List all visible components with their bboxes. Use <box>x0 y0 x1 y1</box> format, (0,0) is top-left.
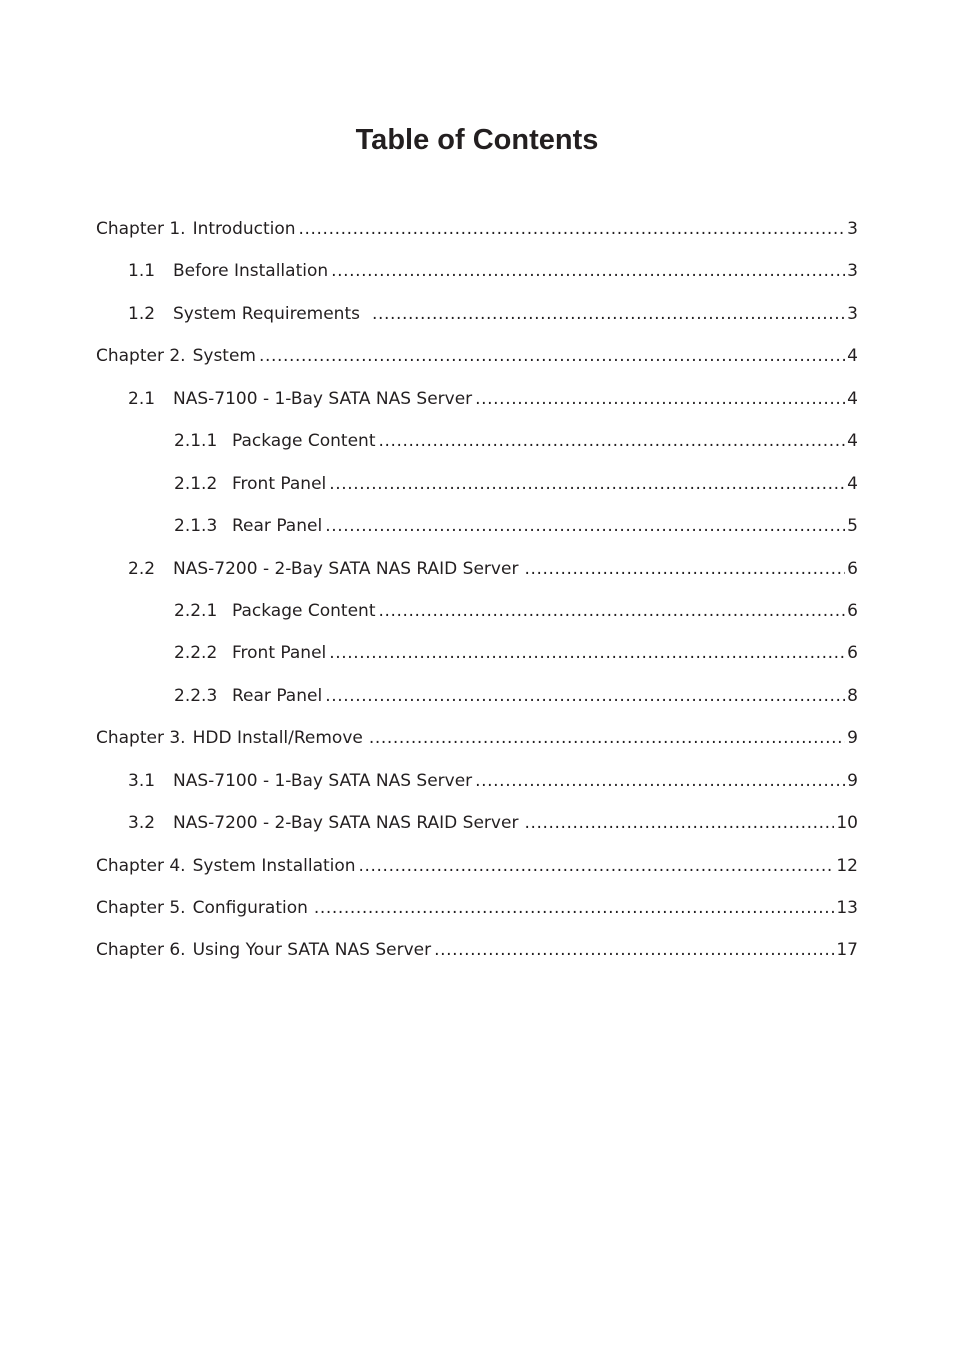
toc-entry-number: 2.2.3 <box>174 685 218 706</box>
dot-leader <box>329 469 845 499</box>
toc-entry-title: Introduction <box>192 219 296 239</box>
toc-entry-2-1-1[interactable] <box>96 426 858 468</box>
toc-entry-1-2[interactable] <box>96 299 858 341</box>
toc-entry-number: Chapter 3. <box>96 728 186 749</box>
toc-entry-number: Chapter 5. <box>96 898 186 918</box>
toc-entry-page: 4 <box>847 388 858 409</box>
dot-leader <box>359 851 835 881</box>
toc-entry-page: 4 <box>847 346 858 367</box>
toc-entry-title: NAS-7200 - 2-Bay SATA NAS RAID Server <box>173 558 519 579</box>
toc-entry-title: Package Content <box>232 431 376 452</box>
dot-leader <box>524 554 845 584</box>
toc-entry-2-2-1[interactable] <box>96 596 858 638</box>
toc-entry-chapter-6[interactable] <box>96 935 858 977</box>
toc-entry-2-1-3[interactable] <box>96 511 858 553</box>
toc-entry-number: 1.2 <box>128 303 156 324</box>
toc-entry-title: NAS-7200 - 2-Bay SATA NAS RAID Server <box>173 813 519 834</box>
toc-entry-page: 3 <box>847 219 858 239</box>
dot-leader <box>299 214 846 244</box>
toc-entry-number: 3.1 <box>128 770 156 791</box>
toc-entry-number: 2.1.1 <box>174 431 218 452</box>
toc-entry-page: 4 <box>847 431 858 452</box>
toc-entry-number: 2.1.2 <box>174 473 218 494</box>
toc-entry-title: NAS-7100 - 1-Bay SATA NAS Server <box>173 770 473 791</box>
toc-entry-number: Chapter 1. <box>96 219 186 239</box>
toc-entry-1-1[interactable] <box>96 256 858 298</box>
toc-entry-page: 8 <box>847 685 858 706</box>
toc-entry-title: Before Installation <box>173 261 329 282</box>
dot-leader <box>434 935 834 965</box>
toc-entry-title: System Requirements <box>173 303 360 324</box>
toc-entry-number: Chapter 4. <box>96 855 186 876</box>
toc-entry-page: 9 <box>847 770 858 791</box>
dot-leader <box>369 723 845 753</box>
dot-leader <box>329 638 845 668</box>
dot-leader <box>378 596 845 626</box>
dot-leader <box>475 766 845 796</box>
toc-entry-page: 4 <box>847 473 858 494</box>
toc-entry-page: 9 <box>847 728 858 749</box>
toc-entry-number: 3.2 <box>128 813 156 834</box>
dot-leader <box>314 893 834 923</box>
dot-leader <box>325 511 845 541</box>
page-title: Table of Contents <box>355 124 599 156</box>
toc-entry-number: Chapter 2. <box>96 346 186 367</box>
toc-entry-title: Front Panel <box>232 473 327 494</box>
toc-entry-number: 1.1 <box>128 261 156 282</box>
dot-leader <box>331 256 845 286</box>
toc-entry-chapter-5[interactable] <box>96 893 858 935</box>
toc-entry-page: 6 <box>847 558 858 579</box>
toc-entry-2-2[interactable] <box>96 554 858 596</box>
toc-entry-title: Rear Panel <box>232 516 323 537</box>
toc-entry-page: 13 <box>836 898 858 918</box>
toc-entry-title: System <box>192 346 256 367</box>
toc-entry-number: 2.1 <box>128 388 156 409</box>
toc-entry-3-2[interactable] <box>96 808 858 850</box>
toc-entry-chapter-1[interactable] <box>96 214 858 256</box>
toc-entry-number: 2.2 <box>128 558 156 579</box>
toc-entry-2-2-2[interactable] <box>96 638 858 680</box>
toc-entry-title: Rear Panel <box>232 685 323 706</box>
toc-entry-page: 3 <box>847 261 858 282</box>
toc-entry-page: 10 <box>836 813 858 834</box>
toc-entry-page: 12 <box>836 855 858 876</box>
toc-entry-title: NAS-7100 - 1-Bay SATA NAS Server <box>173 388 473 409</box>
dot-leader <box>372 299 845 329</box>
toc-entry-title: System Installation <box>192 855 356 876</box>
toc-entry-number: Chapter 6. <box>96 940 186 961</box>
dot-leader <box>475 384 845 414</box>
dot-leader <box>524 808 834 838</box>
dot-leader <box>325 681 845 711</box>
toc-entry-chapter-2[interactable] <box>96 341 858 383</box>
toc-entry-page: 5 <box>847 516 858 537</box>
table-of-contents <box>96 214 858 978</box>
toc-entry-2-1-2[interactable] <box>96 469 858 511</box>
toc-entry-number: 2.2.1 <box>174 600 218 621</box>
toc-entry-chapter-4[interactable] <box>96 851 858 893</box>
toc-entry-page: 6 <box>847 643 858 664</box>
toc-entry-2-2-3[interactable] <box>96 681 858 723</box>
toc-entry-title: HDD Install/Remove <box>192 728 363 749</box>
toc-entry-page: 3 <box>847 303 858 324</box>
toc-entry-title: Using Your SATA NAS Server <box>192 940 432 961</box>
toc-entry-page: 6 <box>847 600 858 621</box>
toc-entry-page: 17 <box>836 940 858 961</box>
toc-entry-3-1[interactable] <box>96 766 858 808</box>
toc-entry-title: Package Content <box>232 600 376 621</box>
toc-entry-chapter-3[interactable] <box>96 723 858 765</box>
toc-entry-title: Configuration <box>192 898 308 918</box>
toc-entry-number: 2.2.2 <box>174 643 218 664</box>
dot-leader <box>378 426 845 456</box>
toc-entry-title: Front Panel <box>232 643 327 664</box>
toc-entry-2-1[interactable] <box>96 384 858 426</box>
dot-leader <box>259 341 845 371</box>
toc-entry-number: 2.1.3 <box>174 516 218 537</box>
